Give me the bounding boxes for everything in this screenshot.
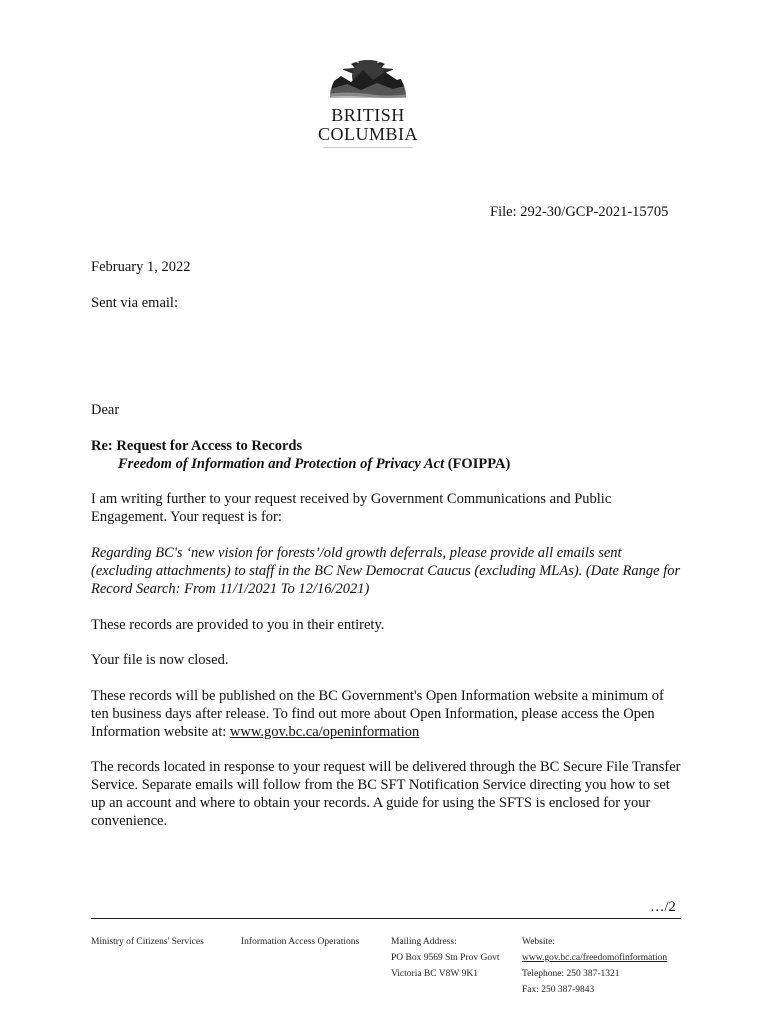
paragraph-open-info <box>91 687 681 741</box>
footer-divider <box>91 918 681 919</box>
file-reference: File: 292-30/GCP-2021-15705 <box>490 204 669 220</box>
page-continue: …/2 <box>650 899 676 915</box>
act-abbrev: (FOIPPA) <box>444 456 511 472</box>
sent-via: Sent via email: <box>91 295 178 311</box>
telephone: Telephone: 250 387-1321 <box>522 969 620 979</box>
logo-underline <box>323 147 413 148</box>
paragraph-sft: The records located in response to your request will be delivered through the BC Secure File Transfer Service. Separate emails will follow from the BC SFT Notification Service directing you how to set up an account and where to obtain your records. A guide for using the SFTS is enclosed for your convenience. <box>91 759 681 829</box>
fax: Fax: 250 387-9843 <box>522 985 595 995</box>
footer-contact <box>522 934 667 998</box>
re-line: Re: Request for Access to Records <box>91 438 303 454</box>
mailing-label: Mailing Address: <box>391 937 457 947</box>
paragraph-closed: Your file is now closed. <box>91 652 229 668</box>
bc-sun-mountain-icon <box>327 46 409 104</box>
mailing-line1: PO Box 9569 Stn Prov Govt <box>391 953 500 963</box>
request-text: Regarding BC's ‘new vision for forests’/old growth deferrals, please provide all emails sent (excluding attachments) to staff in the BC New Democrat Caucus (excluding MLAs). (Date Range for Record Search: From 11/1/2021 To 12/16/2021) <box>91 545 681 597</box>
footer-ministry: Ministry of Citizens' Services <box>91 937 204 947</box>
open-info-text: These records will be published on the BC Government's Open Information website a minimum of ten business days after release. To find out more about Open Information, please access the Open Information website at: <box>91 688 664 740</box>
salutation: Dear <box>91 402 120 418</box>
bc-logo <box>314 46 422 148</box>
mailing-line2: Victoria BC V8W 9K1 <box>391 969 478 979</box>
act-name: Freedom of Information and Protection of Privacy Act <box>118 456 445 472</box>
logo-line-british: BRITISH <box>331 105 405 125</box>
re-subject <box>91 437 681 473</box>
paragraph-intro: I am writing further to your request received by Government Communications and Public Engagement. Your request is for: <box>91 491 612 525</box>
footer-branch: Information Access Operations <box>241 937 360 947</box>
logo-line-columbia: COLUMBIA <box>317 124 418 144</box>
open-info-link[interactable]: www.gov.bc.ca/openinformation <box>229 724 420 740</box>
letter-date: February 1, 2022 <box>91 259 191 275</box>
website-link[interactable]: www.gov.bc.ca/freedomofinformation <box>522 953 668 963</box>
website-label: Website: <box>522 937 556 947</box>
logo-wordmark <box>314 106 422 144</box>
footer-mailing <box>391 934 499 982</box>
act-line <box>91 455 681 473</box>
paragraph-entirety: These records are provided to you in their entirety. <box>91 617 385 633</box>
